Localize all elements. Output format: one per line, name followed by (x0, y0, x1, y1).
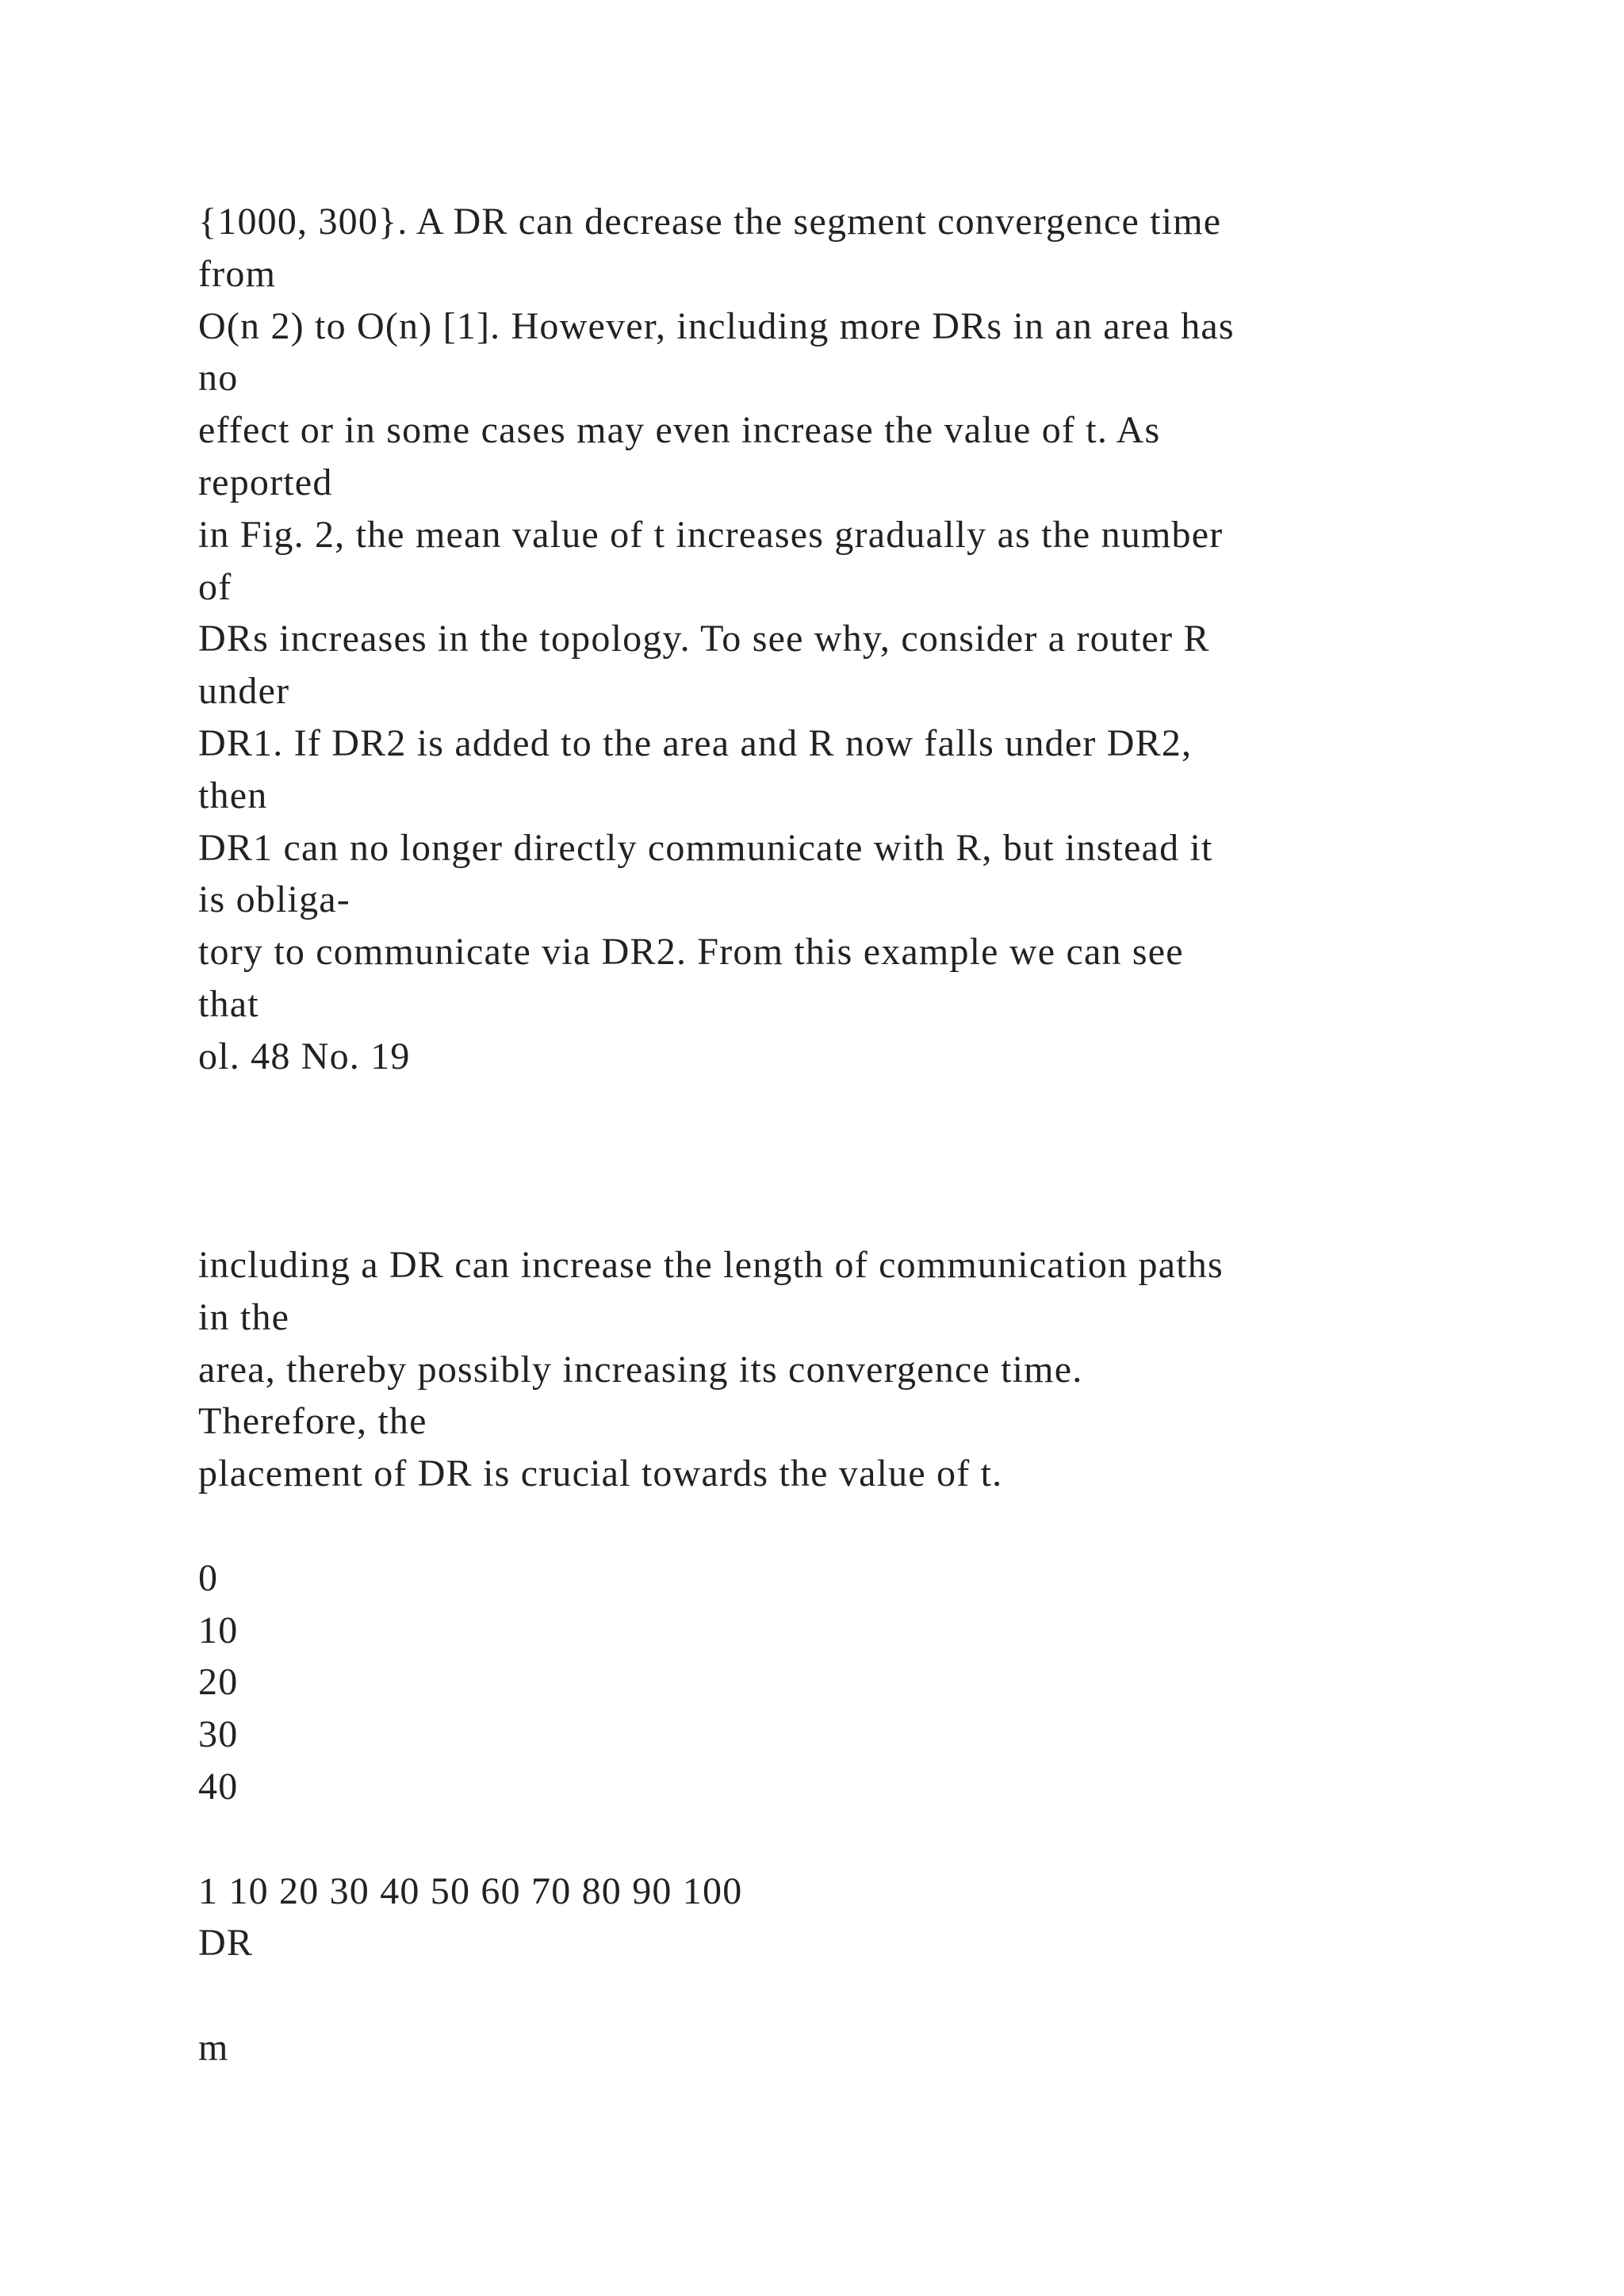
text-line: including a DR can increase the length of communication paths (198, 1243, 1224, 1286)
text-line: Therefore, the (198, 1400, 427, 1443)
page-footer-fragment: ol. 48 No. 19 (198, 1035, 411, 1077)
text-line: DR1 can no longer directly communicate with R, but instead it (198, 826, 1213, 869)
text-line: DR1. If DR2 is added to the area and R now falls under DR2, (198, 721, 1193, 764)
x-tick-labels: 1 10 20 30 40 50 60 70 80 90 100 (198, 1869, 743, 1912)
text-line: under (198, 670, 290, 713)
text-line: O(n 2) to O(n) [1]. However, including more DRs in an area has (198, 304, 1235, 347)
spacer (198, 1187, 1507, 1239)
text-line: of (198, 565, 232, 608)
text-line: effect or in some cases may even increase the value of t. As (198, 409, 1161, 452)
text-line: placement of DR is crucial towards the value of t. (198, 1452, 1003, 1495)
text-line: in Fig. 2, the mean value of t increases gradually as the number (198, 513, 1224, 556)
paragraph-1 (198, 196, 1507, 1083)
text-line: in the (198, 1295, 290, 1338)
spacer (198, 1135, 1507, 1187)
text-line: reported (198, 461, 333, 503)
y-axis-label: m (198, 2026, 229, 2068)
text-line: area, thereby possibly increasing its convergence time. (198, 1348, 1083, 1391)
y-tick-label: 30 (198, 1713, 239, 1756)
text-line: no (198, 357, 239, 400)
text-line: then (198, 774, 268, 817)
x-axis-label: DR (198, 1922, 254, 1965)
text-line: DRs increases in the topology. To see why, consider a router R (198, 618, 1210, 660)
paragraph-2 (198, 1239, 1507, 1500)
spacer (198, 1969, 1507, 2022)
spacer (198, 1813, 1507, 1866)
y-tick-label: 20 (198, 1661, 239, 1704)
text-line: {1000, 300}. A DR can decrease the segment convergence time (198, 201, 1222, 243)
spacer (198, 1500, 1507, 1552)
text-line: tory to communicate via DR2. From this example we can see (198, 931, 1184, 974)
text-line: from (198, 252, 277, 295)
text-line: is obliga- (198, 878, 350, 921)
y-tick-label: 10 (198, 1609, 239, 1651)
document-page (198, 196, 1507, 2074)
y-tick-label: 40 (198, 1765, 239, 1808)
text-line: that (198, 982, 259, 1025)
figure-text-block (198, 1552, 1507, 2074)
spacer (198, 1083, 1507, 1135)
y-tick-label: 0 (198, 1556, 219, 1599)
